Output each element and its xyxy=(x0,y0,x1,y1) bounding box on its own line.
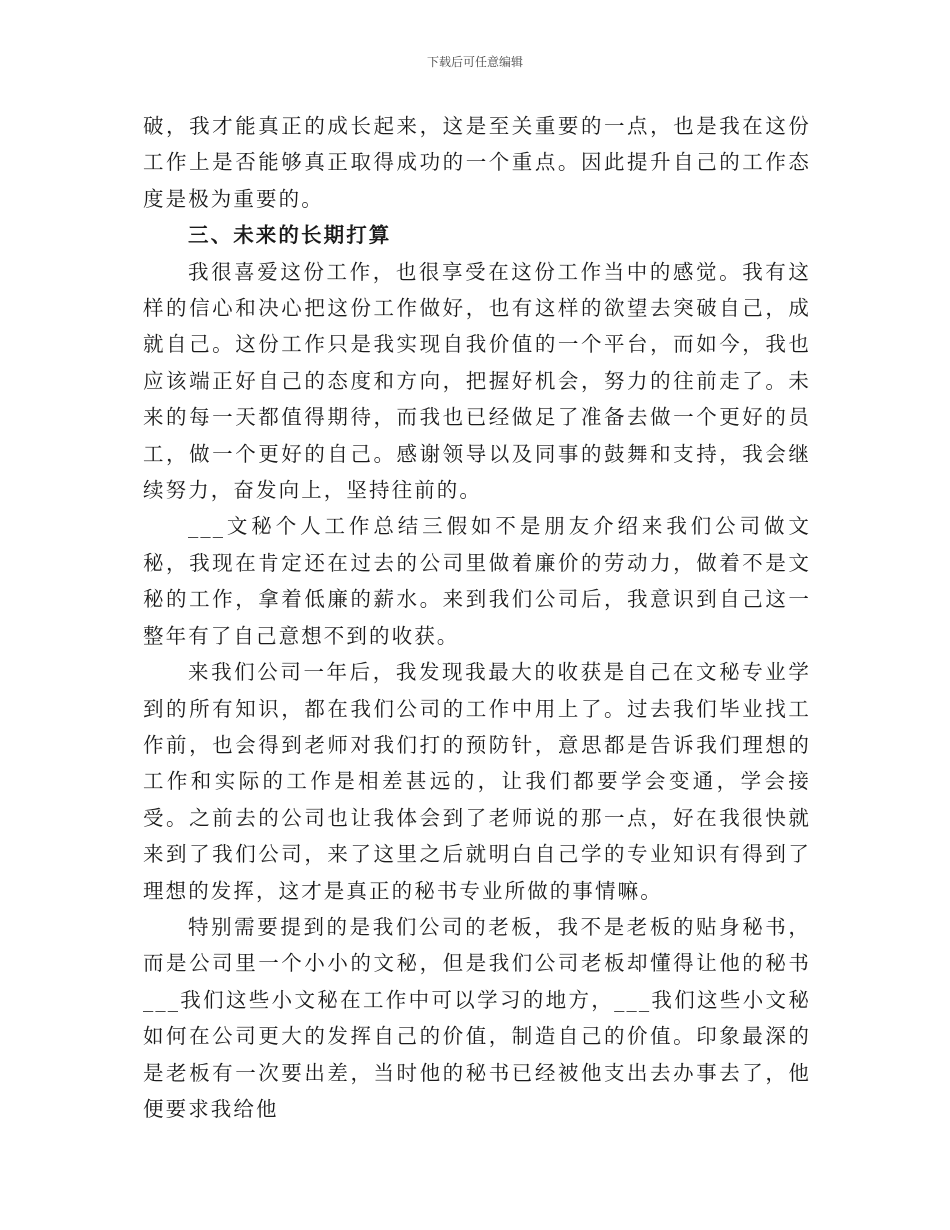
page-header: 下载后可任意编辑 xyxy=(426,55,523,69)
document-body xyxy=(143,108,811,1127)
paragraph: 特别需要提到的是我们公司的老板，我不是老板的贴身秘书，而是公司里一个小小的文秘，但是我们公司老板却懂得让他的秘书___我们这些小文秘在工作中可以学习的地方，___我们这些小文秘如何在公司更大的发挥自己的价值，制造自己的价值。印象最深的是老板有一次要出差，当时他的秘书已经被他支出去办事去了，他便要求我给他 xyxy=(143,914,811,1121)
section-heading: 三、未来的长期打算 xyxy=(188,223,392,248)
paragraph: ___文秘个人工作总结三假如不是朋友介绍来我们公司做文秘，我现在肯定还在过去的公司里做着廉价的劳动力，做着不是文秘的工作，拿着低廉的薪水。来到我们公司后，我意识到自己这一整年有了自己意想不到的收获。 xyxy=(143,514,811,648)
paragraph: 我很喜爱这份工作，也很享受在这份工作当中的感觉。我有这样的信心和决心把这份工作做好，也有这样的欲望去突破自己，成就自己。这份工作只是我实现自我价值的一个平台，而如今，我也应该端正好自己的态度和方向，把握好机会，努力的往前走了。未来的每一天都值得期待，而我也已经做足了准备去做一个更好的员工，做一个更好的自己。感谢领导以及同事的鼓舞和支持，我会继续努力，奋发向上，坚持往前的。 xyxy=(143,259,811,503)
paragraph: 来我们公司一年后，我发现我最大的收获是自己在文秘专业学到的所有知识，都在我们公司的工作中用上了。过去我们毕业找工作前，也会得到老师对我们打的预防针，意思都是告诉我们理想的工作和实际的工作是相差甚远的，让我们都要学会变通，学会接受。之前去的公司也让我体会到了老师说的那一点，好在我很快就来到了我们公司，来了这里之后就明白自己学的专业知识有得到了理想的发挥，这才是真正的秘书专业所做的事情嘛。 xyxy=(143,660,811,903)
paragraph-continuation: 破，我才能真正的成长起来，这是至关重要的一点，也是我在这份工作上是否能够真正取得成功的一个重点。因此提升自己的工作态度是极为重要的。 xyxy=(143,114,811,211)
